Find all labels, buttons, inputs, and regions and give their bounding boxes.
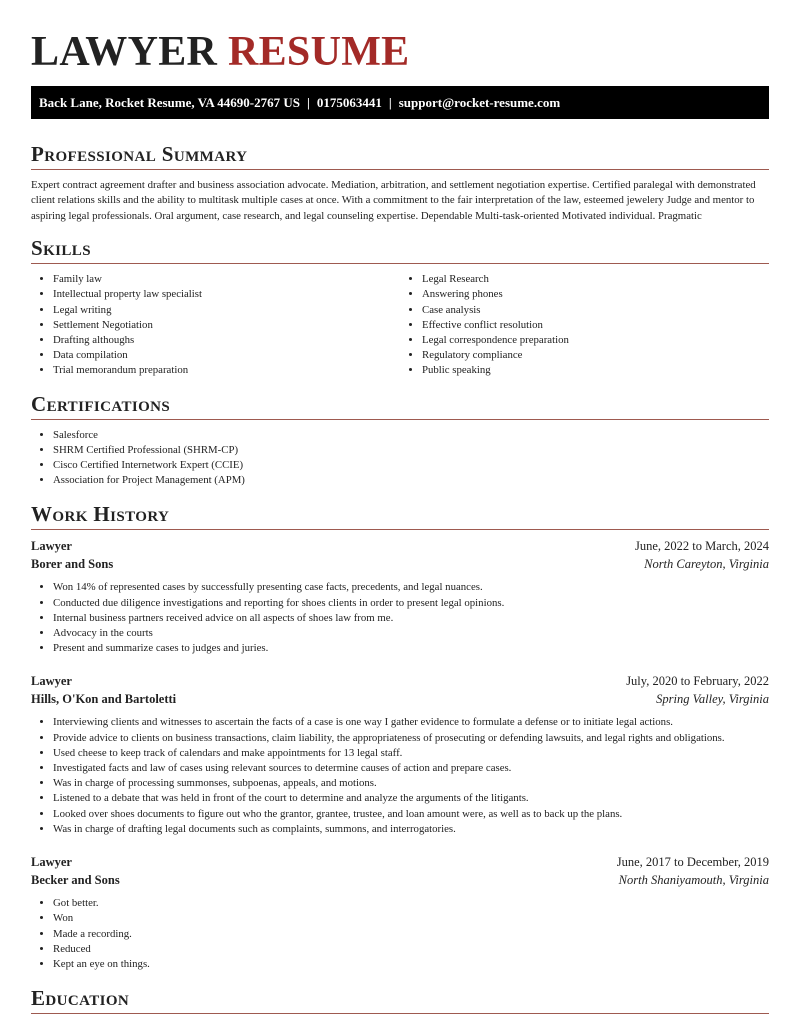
job-header: [31, 537, 769, 555]
resume-page: [31, 0, 769, 1014]
job-header: [31, 672, 769, 690]
job-bullet: • Listened to a debate that was held in front of the court to determine and analyze the arguments of the litigants.: [53, 791, 769, 806]
job-bullet: • Used cheese to keep track of calendars and make appointments for 13 legal staff.: [53, 746, 769, 761]
section-heading: Certifications: [31, 391, 171, 416]
contact-separator: |: [306, 95, 310, 110]
job-company: Borer and Sons: [31, 557, 114, 572]
job-title: Lawyer: [31, 674, 72, 689]
job-location: Spring Valley, Virginia: [656, 692, 769, 707]
job-bullet: • Present and summarize cases to judges and juries.: [53, 641, 769, 656]
summary-text: Expert contract agreement drafter and business association advocate. Mediation, arbitration, and settlement negotiation expertise. Certified paralegal with demonstrated client relations skills and the ability to multitask multiple cases at once. With a commitment to the fair interpretation of the law, esteemed jewelery Judge and mentor to aspiring legal professionals. Oral argument, case research, and legal counseling expertise. Dependable Multi-task-oriented Motivated individual. Pragmatic: [31, 179, 756, 222]
skill-item: • Family law: [53, 272, 400, 287]
skill-item: • Trial memorandum preparation: [53, 363, 400, 378]
job-subheader: [31, 871, 769, 889]
skill-item: • Effective conflict resolution: [422, 318, 769, 333]
job-bullet: • Conducted due diligence investigations and reporting for shoes clients in order to present legal opinions.: [53, 596, 769, 611]
job-bullet: • Won: [53, 911, 769, 926]
certifications-section: [31, 392, 769, 489]
skill-item: • Public speaking: [422, 363, 769, 378]
job-bullet: • Got better.: [53, 896, 769, 911]
section-divider: [31, 419, 769, 420]
section-divider: [31, 169, 769, 170]
work-history-section: [31, 502, 769, 972]
job-bullet: • Kept an eye on things.: [53, 957, 769, 972]
certification-item: • Association for Project Management (APM): [53, 473, 769, 488]
job-bullets: [31, 896, 769, 972]
job-bullet: • Looked over shoes documents to figure out who the grantor, grantee, trustee, and loan amount were, as well as to back up the plans.: [53, 807, 769, 822]
skill-item: • Settlement Negotiation: [53, 318, 400, 333]
skill-item: • Drafting althoughs: [53, 333, 400, 348]
job-location: North Careyton, Virginia: [644, 557, 769, 572]
job-bullet: • Advocacy in the courts: [53, 626, 769, 641]
resume-title: [31, 0, 769, 75]
section-divider: [31, 263, 769, 264]
contact-email: support@rocket-resume.com: [398, 95, 561, 110]
certification-item: • SHRM Certified Professional (SHRM-CP): [53, 443, 769, 458]
job-bullet: • Was in charge of drafting legal documents such as complaints, summons, and interrogatories.: [53, 822, 769, 837]
job-location: North Shaniyamouth, Virginia: [618, 873, 769, 888]
skill-item: • Legal correspondence preparation: [422, 333, 769, 348]
job-bullets: [31, 580, 769, 656]
job-dates: June, 2022 to March, 2024: [634, 539, 769, 554]
job-bullet: • Won 14% of represented cases by successfully presenting case facts, precedents, and legal nuances.: [53, 580, 769, 595]
certifications-list: [31, 428, 769, 489]
skill-item: • Answering phones: [422, 287, 769, 302]
job-bullet: • Provide advice to clients on business transactions, claim liability, the appropriateness of prosecuting or defending lawsuits, and legal rights and obligations.: [53, 731, 769, 746]
skill-item: • Case analysis: [422, 303, 769, 318]
job-title: Lawyer: [31, 855, 72, 870]
job-company: Hills, O'Kon and Bartoletti: [31, 692, 177, 707]
job-title: Lawyer: [31, 539, 72, 554]
skills-section: [31, 236, 769, 378]
job-dates: June, 2017 to December, 2019: [616, 855, 769, 870]
section-divider: [31, 1013, 769, 1014]
contact-bar: [31, 86, 769, 119]
section-divider: [31, 529, 769, 530]
job-subheader: [31, 690, 769, 708]
job-entry: [31, 537, 769, 656]
section-heading: Education: [31, 986, 130, 1011]
job-bullet: • Interviewing clients and witnesses to ascertain the facts of a case is one way I gather evidence to formulate a defense or to initiate legal actions.: [53, 715, 769, 730]
skills-list-right: [400, 272, 769, 378]
certification-item: • Salesforce: [53, 428, 769, 443]
title-word-resume: RESUME: [227, 29, 410, 75]
contact-phone: 0175063441: [316, 95, 382, 110]
job-bullet: • Investigated facts and law of cases using relevant sources to determine causes of action and prepare cases.: [53, 761, 769, 776]
contact-separator: |: [388, 95, 392, 110]
skill-item: • Intellectual property law specialist: [53, 287, 400, 302]
certification-item: • Cisco Certified Internetwork Expert (CCIE): [53, 458, 769, 473]
job-bullet: • Reduced: [53, 942, 769, 957]
skill-item: • Data compilation: [53, 348, 400, 363]
job-bullet: • Was in charge of processing summonses, subpoenas, appeals, and motions.: [53, 776, 769, 791]
summary-section: [31, 142, 769, 224]
skill-item: • Regulatory compliance: [422, 348, 769, 363]
section-heading: Skills: [31, 236, 91, 261]
title-word-lawyer: LAWYER: [31, 29, 218, 75]
section-heading: Professional Summary: [31, 142, 248, 166]
skills-columns: [31, 272, 769, 378]
skills-list-left: [31, 272, 400, 378]
job-header: [31, 853, 769, 871]
job-bullet: • Internal business partners received advice on all aspects of shoes law from me.: [53, 611, 769, 626]
job-bullets: [31, 715, 769, 837]
contact-address: Back Lane, Rocket Resume, VA 44690-2767 US: [39, 95, 300, 110]
section-heading: Work History: [31, 502, 170, 527]
skill-item: • Legal writing: [53, 303, 400, 318]
skill-item: • Legal Research: [422, 272, 769, 287]
job-entry: [31, 672, 769, 837]
job-company: Becker and Sons: [31, 873, 120, 888]
job-dates: July, 2020 to February, 2022: [626, 674, 769, 689]
education-section: [31, 986, 769, 1014]
job-entry: [31, 853, 769, 972]
job-bullet: • Made a recording.: [53, 927, 769, 942]
job-subheader: [31, 555, 769, 573]
